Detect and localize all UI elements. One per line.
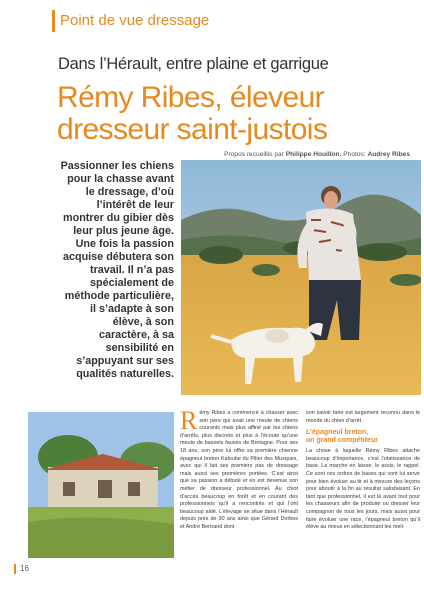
article-kicker: Dans l’Hérault, entre plaine et garrigue <box>58 55 329 73</box>
body-column-2-intro: son savoir faire est largement reconnu dans le monde du chien d’arrêt. <box>306 410 420 424</box>
article-body-column-2 <box>306 410 420 532</box>
page-number: 16 <box>14 564 29 574</box>
article-intro: Passionner les chiens pour la chasse avant le dressage, d’où l’intérêt de leur montrer du gibier dès leur plus jeune âge. Une fois la passion acquise débutera son travail. Il n’a pas spécialement de méthode particulière, il s’adapte à son élève, à son caractère, à sa sensibilité en s’appuyant sur ses qualités naturelles. <box>60 160 174 380</box>
body-column-2-text: La chose à laquelle Rémy Ribes attache beaucoup d’importance, c’est l’obéissance de base. La marche en laisse, le assis, le rappel. Ce sont ces ordres de bases qui vont lui servir pour bien évoluer au tir et à mesure des leçons pour aboutir à la fin au résultat satisfaisant. En tant que professionnel, il est là avant tout pour les chasseurs afin de produire ou dresser leur compagnon de tous les jours, mais aussi pour faire évoluer une race, l’épagneul breton qu’il élève au mieux en sélectionnant les meil- <box>306 448 420 531</box>
credit-photographer: Audrey Ribes <box>367 151 410 158</box>
credit-prefix: Propos recueillis par <box>224 151 284 158</box>
section-rubric <box>52 10 209 32</box>
credit-author: Philippe Houillon. <box>285 151 342 158</box>
drop-cap: R <box>180 406 198 435</box>
credit-photos-prefix: Photos: <box>343 151 366 158</box>
photo-credit <box>224 151 410 158</box>
article-headline <box>57 82 327 146</box>
headline-line-2: dresseur saint-justois <box>57 113 328 146</box>
subhead-line-2: un grand compétiteur <box>306 437 378 445</box>
article-subhead <box>306 429 420 445</box>
headline-line-1: Rémy Ribes, éleveur <box>57 81 325 114</box>
hunter-with-dog-photo <box>181 160 421 395</box>
kennel-buildings-illustration <box>28 412 174 558</box>
rubric-label: Point de vue dressage <box>60 12 210 29</box>
hunter-with-dog-illustration <box>181 160 421 395</box>
kennel-buildings-photo <box>28 412 174 558</box>
article-body-column-1 <box>180 406 298 532</box>
subhead-line-1: L’épagneul breton, <box>306 429 369 437</box>
body-column-1-text: émy Ribes a commencé à chasser avec son père qui avait une meute de chiens courants mais plus affiné par les chiens d’arrêts, plus discrets et plus à l’écoute qu’une meute de bassets fauves de Bretagne. Pour ses 18 ans, son père lui offre sa première chienne épagneul breton Kaloube du Pilier des Musques, avec qui il fait ses premiers pas de dressage mais aussi ses premières portées. C’est ainsi que sa passion a débuté et en est devenue son métier de dresseur professionnel. Au chiot d’accès beaucoup en forêt et en courant des professionnels qu’il a rencontrés et qui l’ont beaucoup aidé. L’élevage se situe dans l’Hérault depuis près de 30 ans ainsi que Gérard Dorbes et André Bertrand dont <box>180 410 298 530</box>
